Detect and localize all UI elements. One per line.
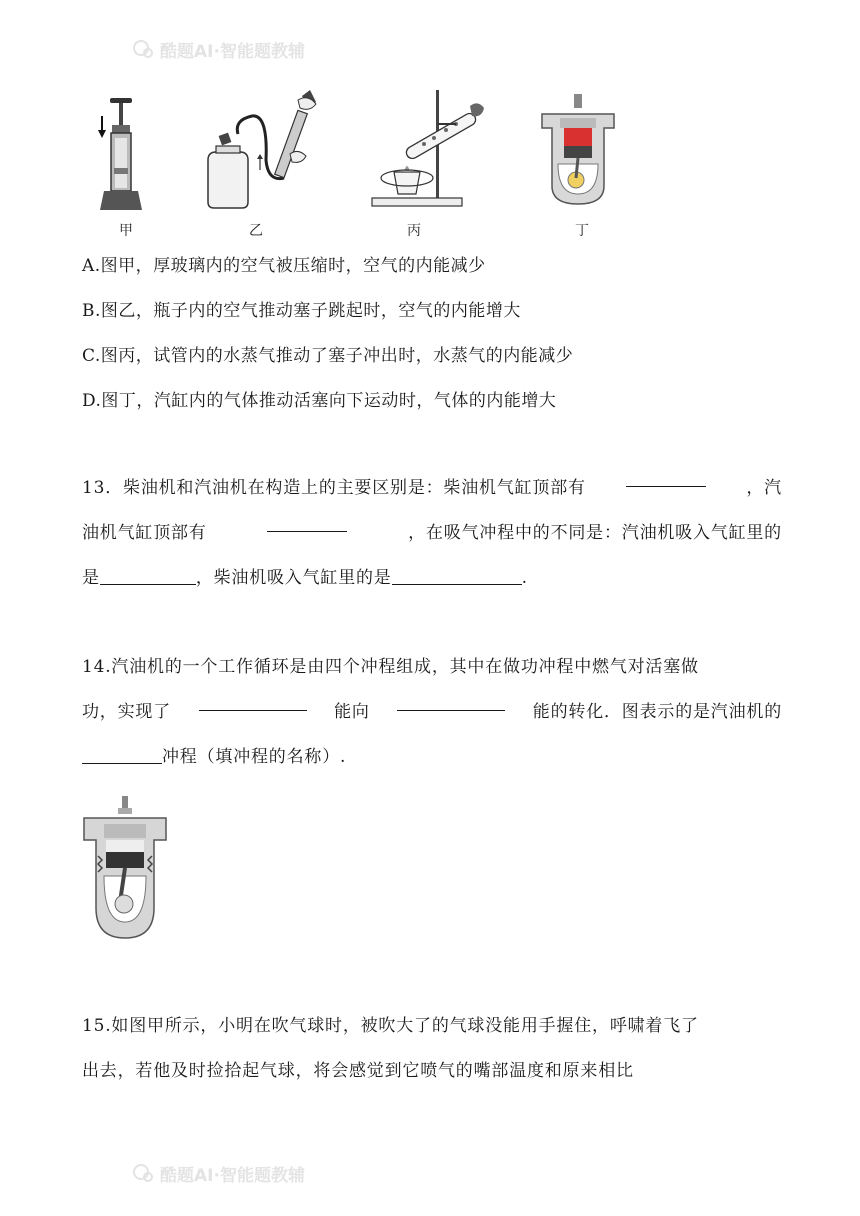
q14-text-2b: 能向 [334,702,370,722]
q13-text-3a: 是 [82,568,100,588]
answer-blank[interactable] [392,564,522,585]
engine-cylinder-icon [538,94,618,206]
answer-blank[interactable] [199,690,307,711]
option-c: C.图丙，试管内的水蒸气推动了塞子冲出时，水蒸气的内能减少 [82,346,574,366]
watermark-text: 酷题AI·智能题教辅 [160,41,305,62]
watermark-logo-icon [132,1162,154,1184]
question-13-line-1 [82,466,782,511]
answer-blank[interactable] [267,511,347,532]
question-13 [82,466,782,601]
q13-text-1b: ，汽 [746,478,782,498]
watermark-logo-icon [132,38,154,60]
question-14-line-1: 14.汽油机的一个工作循环是由四个冲程组成，其中在做功冲程中燃气对活塞做 [82,657,699,677]
answer-blank[interactable] [397,690,505,711]
gasoline-engine-stroke-icon [82,796,168,942]
option-d: D.图丁，汽缸内的气体推动活塞向下运动时，气体的内能增大 [82,391,557,411]
answer-blank[interactable] [626,466,706,487]
q14-text-3: 冲程（填冲程的名称）. [162,747,347,767]
watermark-bottom [132,1160,362,1186]
answer-blank[interactable] [82,743,162,764]
figure-label-yi: 乙 [249,223,263,239]
q14-text-2a: 功，实现了 [82,702,171,722]
question-15 [82,1004,782,1094]
q14-text-2c: 能的转化．图表示的是汽油机的 [532,702,782,722]
question-14 [82,645,782,780]
figure-label-bing: 丙 [407,223,421,239]
q13-text-3b: ，柴油机吸入气缸里的是 [195,568,392,588]
option-b: B.图乙，瓶子内的空气推动塞子跳起时，空气的内能增大 [82,301,521,321]
question-13-line-2 [82,511,782,556]
bottle-pump-icon [198,90,328,210]
figure-label-ding: 丁 [575,223,589,239]
q13-text-2a: 油机气缸顶部有 [82,523,207,543]
watermark-text: 酷题AI·智能题教辅 [160,1165,305,1186]
question-15-line-2: 出去，若他及时捡拾起气球，将会感觉到它喷气的嘴部温度和原来相比 [82,1061,634,1081]
figure-label-jia: 甲 [119,223,133,239]
question-14-line-2 [82,690,782,735]
question-13-line-3 [82,556,782,601]
air-compression-syringe-icon [96,98,146,213]
answer-blank[interactable] [100,564,196,585]
test-tube-steam-icon [364,90,494,210]
q13-text-1a: 13．柴油机和汽油机在构造上的主要区别是：柴油机气缸顶部有 [82,478,586,498]
q13-text-2b: ，在吸气冲程中的不同是：汽油机吸入气缸里的 [408,523,782,543]
q13-text-3c: . [521,568,528,588]
watermark-top [132,36,362,62]
option-a: A.图甲，厚玻璃内的空气被压缩时，空气的内能减少 [82,256,486,276]
question-15-line-1: 15.如图甲所示，小明在吹气球时，被吹大了的气球没能用手握住，呼啸着飞了 [82,1016,699,1036]
question-14-line-3 [82,735,782,780]
